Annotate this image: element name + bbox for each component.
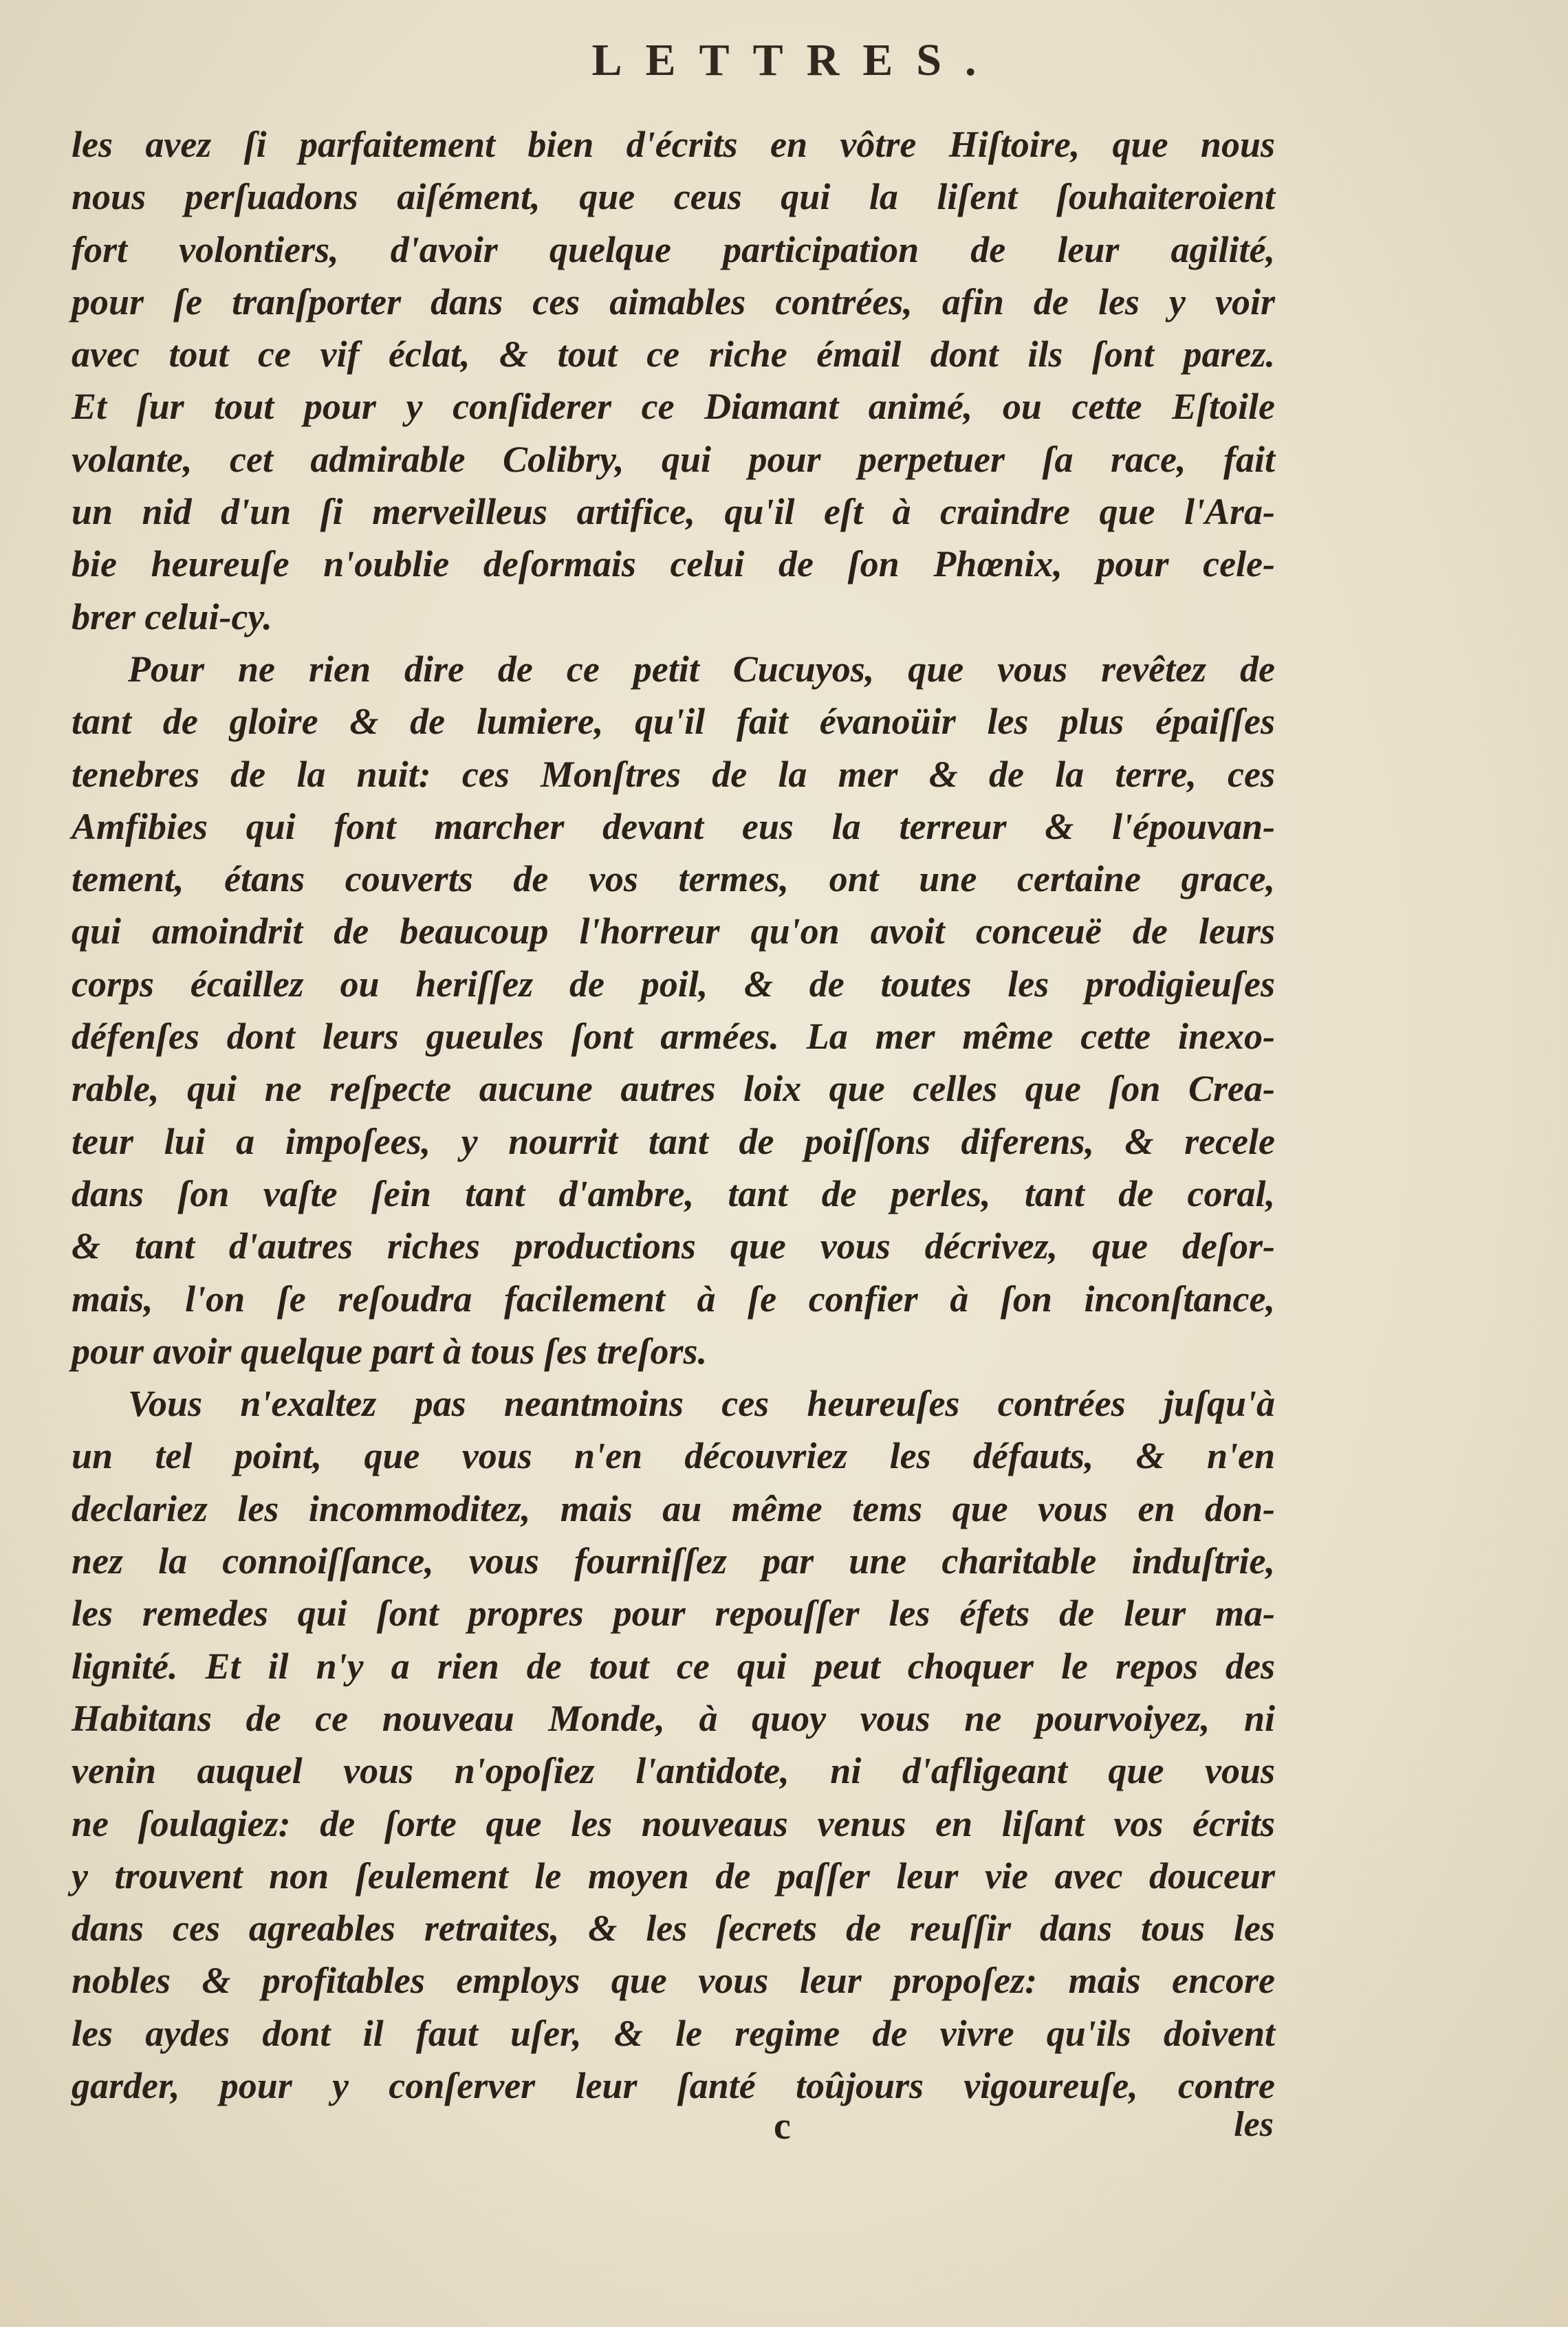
body-text — [72, 118, 1275, 2112]
text-line: Amfibies qui font marcher devant eus la terreur & l'épouvan- — [72, 805, 1275, 847]
text-line: bie heureuſe n'oublie deſormais celui de ſon Phœnix, pour cele- — [72, 543, 1275, 585]
text-line: mais, l'on ſe reſoudra facilement à ſe confier à ſon inconſtance, — [72, 1278, 1275, 1320]
text-line: teur lui a impoſees, y nourrit tant de poiſſons diferens, & recele — [72, 1120, 1275, 1162]
text-line: avec tout ce vif éclat, & tout ce riche émail dont ils ſont parez. — [72, 334, 1275, 375]
text-line: tant de gloire & de lumiere, qu'il fait évanoüir les plus épaiſſes — [72, 701, 1275, 743]
text-line: corps écaillez ou heriſſez de poil, & de toutes les prodigieuſes — [72, 963, 1275, 1005]
text-line: volante, cet admirable Colibry, qui pour perpetuer ſa race, fait — [72, 438, 1275, 480]
catchword: les — [1234, 2105, 1274, 2144]
text-line: défenſes dont leurs gueules ſont armées. La mer même cette inexo- — [72, 1016, 1275, 1058]
text-line: fort volontiers, d'avoir quelque participation de leur agilité, — [72, 228, 1275, 270]
text-line: un nid d'un ſi merveilleus artifice, qu'il eſt à craindre que l'Ara- — [72, 491, 1275, 533]
text-line: Vous n'exaltez pas neantmoins ces heureuſes contrées juſqu'à — [128, 1383, 1275, 1425]
text-line: pour ſe tranſporter dans ces aimables contrées, afin de les y voir — [72, 281, 1275, 323]
text-line: declariez les incommoditez, mais au même tems que vous en don- — [72, 1487, 1275, 1529]
running-title: LETTRES. — [591, 35, 1000, 85]
text-line: dans ſon vaſte ſein tant d'ambre, tant de perles, tant de coral, — [72, 1172, 1275, 1214]
text-line: les aydes dont il faut uſer, & le regime de vivre qu'ils doivent — [72, 2012, 1275, 2054]
text-line: qui amoindrit de beaucoup l'horreur qu'on avoit conceuë de leurs — [72, 910, 1275, 952]
text-line: rable, qui ne reſpecte aucune autres loix que celles que ſon Crea- — [72, 1068, 1275, 1110]
text-line: tement, étans couverts de vos termes, ont une certaine grace, — [72, 858, 1275, 900]
text-line: pour avoir quelque part à tous ſes treſors. — [72, 1330, 708, 1372]
text-line: Habitans de ce nouveau Monde, à quoy vous ne pourvoiyez, ni — [72, 1697, 1275, 1739]
text-line: les avez ſi parfaitement bien d'écrits en vôtre Hiſtoire, que nous — [72, 124, 1275, 165]
text-line: nez la connoiſſance, vous fourniſſez par une charitable induſtrie, — [72, 1540, 1275, 1582]
text-line: garder, pour y conſerver leur ſanté toûjours vigoureuſe, contre — [72, 2064, 1275, 2106]
text-line: dans ces agreables retraites, & les ſecrets de reuſſir dans tous les — [72, 1908, 1275, 1949]
text-line: y trouvent non ſeulement le moyen de paſſer leur vie avec douceur — [72, 1855, 1275, 1897]
text-line: venin auquel vous n'opoſiez l'antidote, ni d'afligeant que vous — [72, 1750, 1275, 1792]
text-line: les remedes qui ſont propres pour repouſſer les éfets de leur ma- — [72, 1593, 1275, 1635]
text-line: un tel point, que vous n'en découvriez les défauts, & n'en — [72, 1435, 1275, 1477]
text-line: brer celui-cy. — [72, 596, 272, 637]
text-line: Pour ne rien dire de ce petit Cucuyos, que vous revêtez de — [128, 648, 1275, 690]
text-line: nobles & profitables employs que vous leur propoſez: mais encore — [72, 1960, 1275, 2002]
text-line: tenebres de la nuit: ces Monſtres de la mer & de la terre, ces — [72, 753, 1275, 795]
text-line: Et ſur tout pour y conſiderer ce Diamant animé, ou cette Eſtoile — [72, 386, 1275, 428]
text-line: ne ſoulagiez: de ſorte que les nouveaus venus en liſant vos écrits — [72, 1802, 1275, 1844]
signature-mark: c — [774, 2105, 791, 2148]
text-line: & tant d'autres riches productions que vous décrivez, que deſor- — [72, 1225, 1275, 1267]
text-line: nous perſuadons aiſément, que ceus qui la liſent ſouhaiteroient — [72, 176, 1275, 218]
text-line: lignité. Et il n'y a rien de tout ce qui peut choquer le repos des — [72, 1645, 1275, 1687]
